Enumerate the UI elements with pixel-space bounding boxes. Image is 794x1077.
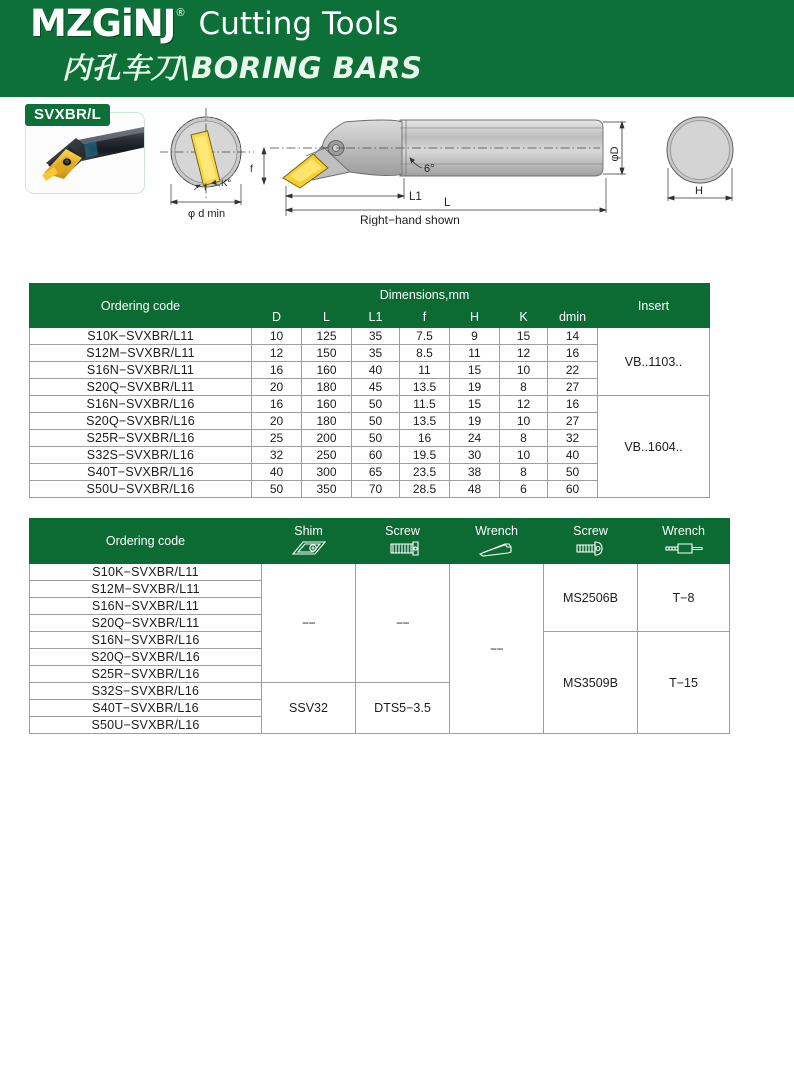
cell-dmin: 16 — [548, 396, 598, 413]
cell-l: 180 — [302, 379, 352, 396]
cell-l1: 45 — [352, 379, 400, 396]
cell-dmin: 14 — [548, 328, 598, 345]
page-title-en: BORING BARS — [191, 51, 423, 85]
header-screw-2-label: Screw — [573, 524, 608, 538]
cell-ordering-code: S50U−SVXBR/L16 — [30, 717, 262, 734]
cell-l1: 50 — [352, 396, 400, 413]
cell-l: 300 — [302, 464, 352, 481]
cell-f: 13.5 — [400, 413, 450, 430]
cell-f: 11.5 — [400, 396, 450, 413]
cell-f: 13.5 — [400, 379, 450, 396]
label-h: H — [695, 185, 703, 197]
cell-ordering-code: S16N−SVXBR/L11 — [30, 362, 252, 379]
cell-h: 24 — [450, 430, 500, 447]
cell-wrench-1: −− — [450, 564, 544, 734]
cell-f: 7.5 — [400, 328, 450, 345]
header-shim-label: Shim — [294, 524, 323, 538]
boring-bar-side-view-diagram — [250, 106, 650, 226]
table-row[interactable] — [30, 396, 710, 413]
cell-h: 38 — [450, 464, 500, 481]
cell-ordering-code: S16N−SVXBR/L16 — [30, 396, 252, 413]
cell-insert: VB..1604.. — [598, 396, 710, 498]
header-wrench-2-label: Wrench — [662, 524, 705, 538]
cell-wrench-2: T−15 — [638, 632, 730, 734]
cell-l1: 50 — [352, 413, 400, 430]
cell-h: 19 — [450, 379, 500, 396]
header-col-k: K — [500, 306, 548, 328]
cell-ordering-code: S25R−SVXBR/L16 — [30, 666, 262, 683]
label-f-side: f — [250, 164, 253, 175]
label-kappa: K° — [221, 178, 232, 189]
cell-k: 12 — [500, 345, 548, 362]
header-screw-2 — [544, 519, 638, 564]
cell-ordering-code: S25R−SVXBR/L16 — [30, 430, 252, 447]
cell-l1: 60 — [352, 447, 400, 464]
diagram-caption: Right−hand shown — [360, 213, 460, 226]
label-l1: L1 — [409, 191, 422, 203]
cell-k: 8 — [500, 464, 548, 481]
cell-l1: 35 — [352, 328, 400, 345]
registered-trademark-icon: ® — [176, 7, 185, 19]
cell-k: 8 — [500, 379, 548, 396]
cell-ordering-code: S20Q−SVXBR/L16 — [30, 413, 252, 430]
cell-d: 10 — [252, 328, 302, 345]
cell-dmin: 27 — [548, 379, 598, 396]
cell-dmin: 40 — [548, 447, 598, 464]
cell-k: 10 — [500, 447, 548, 464]
cell-f: 28.5 — [400, 481, 450, 498]
cell-screw-1: −− — [356, 564, 450, 683]
header-screw-1-label: Screw — [385, 524, 420, 538]
cell-screw-1: DTS5−3.5 — [356, 683, 450, 734]
bore-cross-section-diagram — [150, 106, 262, 226]
product-series-badge: SVXBR/L — [25, 104, 110, 126]
cell-l1: 40 — [352, 362, 400, 379]
cell-k: 15 — [500, 328, 548, 345]
header-insert: Insert — [598, 284, 710, 328]
cell-k: 10 — [500, 413, 548, 430]
cell-d: 16 — [252, 396, 302, 413]
cell-f: 16 — [400, 430, 450, 447]
header-ordering-code: Ordering code — [30, 519, 262, 564]
page-header-banner — [0, 0, 794, 100]
torx-driver-icon — [662, 539, 706, 557]
label-phi-d: φD — [609, 146, 621, 162]
cell-shim: −− — [262, 564, 356, 683]
shank-end-section-diagram — [648, 110, 758, 220]
brand-lockup — [30, 2, 398, 46]
cell-f: 11 — [400, 362, 450, 379]
cell-shim: SSV32 — [262, 683, 356, 734]
cell-ordering-code: S40T−SVXBR/L16 — [30, 464, 252, 481]
cell-f: 23.5 — [400, 464, 450, 481]
cell-k: 8 — [500, 430, 548, 447]
hex-key-icon — [475, 539, 519, 557]
label-angle: 6° — [424, 163, 435, 175]
cell-dmin: 22 — [548, 362, 598, 379]
cell-l1: 50 — [352, 430, 400, 447]
dimensions-table — [29, 283, 710, 498]
cell-d: 32 — [252, 447, 302, 464]
header-dimensions-group: Dimensions,mm — [252, 284, 598, 306]
header-col-h: H — [450, 306, 500, 328]
cell-screw-2: MS2506B — [544, 564, 638, 632]
label-f: f — [204, 182, 207, 192]
header-col-l1: L1 — [352, 306, 400, 328]
cell-ordering-code: S20Q−SVXBR/L11 — [30, 615, 262, 632]
cell-l: 250 — [302, 447, 352, 464]
header-wrench-2 — [638, 519, 730, 564]
cell-l1: 35 — [352, 345, 400, 362]
cell-h: 15 — [450, 362, 500, 379]
accessories-table — [29, 518, 730, 734]
cell-l: 200 — [302, 430, 352, 447]
cell-ordering-code: S12M−SVXBR/L11 — [30, 345, 252, 362]
cell-h: 11 — [450, 345, 500, 362]
cell-l1: 70 — [352, 481, 400, 498]
cell-ordering-code: S16N−SVXBR/L11 — [30, 598, 262, 615]
dimensions-table-wrapper — [29, 283, 710, 498]
header-col-f: f — [400, 306, 450, 328]
cell-ordering-code: S10K−SVXBR/L11 — [30, 328, 252, 345]
header-shim — [262, 519, 356, 564]
header-wrench-1 — [450, 519, 544, 564]
header-screw-1 — [356, 519, 450, 564]
cell-l: 180 — [302, 413, 352, 430]
cell-screw-2: MS3509B — [544, 632, 638, 734]
header-col-l: L — [302, 306, 352, 328]
cell-l: 160 — [302, 362, 352, 379]
label-d-min: φ d min — [188, 208, 226, 220]
torx-screw-icon — [571, 539, 611, 557]
cell-insert: VB..1103.. — [598, 328, 710, 396]
cell-ordering-code: S32S−SVXBR/L16 — [30, 683, 262, 700]
cell-wrench-2: T−8 — [638, 564, 730, 632]
technical-diagram-strip — [0, 100, 794, 252]
cell-ordering-code: S10K−SVXBR/L11 — [30, 564, 262, 581]
shim-icon — [289, 539, 329, 557]
label-l: L — [444, 197, 451, 209]
cell-l: 125 — [302, 328, 352, 345]
cell-h: 9 — [450, 328, 500, 345]
cell-h: 15 — [450, 396, 500, 413]
cell-dmin: 32 — [548, 430, 598, 447]
cell-d: 50 — [252, 481, 302, 498]
cell-d: 25 — [252, 430, 302, 447]
page-title-separator: \ — [180, 51, 192, 85]
table-row[interactable] — [30, 564, 730, 581]
cell-d: 20 — [252, 379, 302, 396]
cell-ordering-code: S16N−SVXBR/L16 — [30, 632, 262, 649]
header-wrench-1-label: Wrench — [475, 524, 518, 538]
clamp-screw-icon — [383, 539, 423, 557]
cell-f: 19.5 — [400, 447, 450, 464]
cell-l: 350 — [302, 481, 352, 498]
cell-d: 40 — [252, 464, 302, 481]
cell-dmin: 60 — [548, 481, 598, 498]
cell-dmin: 16 — [548, 345, 598, 362]
cell-l: 150 — [302, 345, 352, 362]
cell-ordering-code: S20Q−SVXBR/L16 — [30, 649, 262, 666]
cell-l1: 65 — [352, 464, 400, 481]
header-col-dmin: dmin — [548, 306, 598, 328]
cell-ordering-code: S40T−SVXBR/L16 — [30, 700, 262, 717]
cell-d: 16 — [252, 362, 302, 379]
cell-ordering-code: S12M−SVXBR/L11 — [30, 581, 262, 598]
cell-d: 20 — [252, 413, 302, 430]
cell-dmin: 50 — [548, 464, 598, 481]
cell-k: 6 — [500, 481, 548, 498]
page-title — [62, 46, 422, 87]
header-col-d: D — [252, 306, 302, 328]
cell-dmin: 27 — [548, 413, 598, 430]
cell-l: 160 — [302, 396, 352, 413]
cell-d: 12 — [252, 345, 302, 362]
cell-ordering-code: S50U−SVXBR/L16 — [30, 481, 252, 498]
accessories-table-wrapper — [29, 518, 730, 734]
brand-tagline: Cutting Tools — [198, 6, 399, 42]
cell-k: 12 — [500, 396, 548, 413]
cell-k: 10 — [500, 362, 548, 379]
header-ordering-code: Ordering code — [30, 284, 252, 328]
cell-h: 19 — [450, 413, 500, 430]
table-row[interactable] — [30, 328, 710, 345]
cell-h: 30 — [450, 447, 500, 464]
cell-h: 48 — [450, 481, 500, 498]
cell-ordering-code: S20Q−SVXBR/L11 — [30, 379, 252, 396]
cell-f: 8.5 — [400, 345, 450, 362]
page-title-cjk: 内孔车刀 — [62, 51, 181, 85]
brand-logo-text: MZGiNJ — [30, 2, 176, 45]
cell-ordering-code: S32S−SVXBR/L16 — [30, 447, 252, 464]
